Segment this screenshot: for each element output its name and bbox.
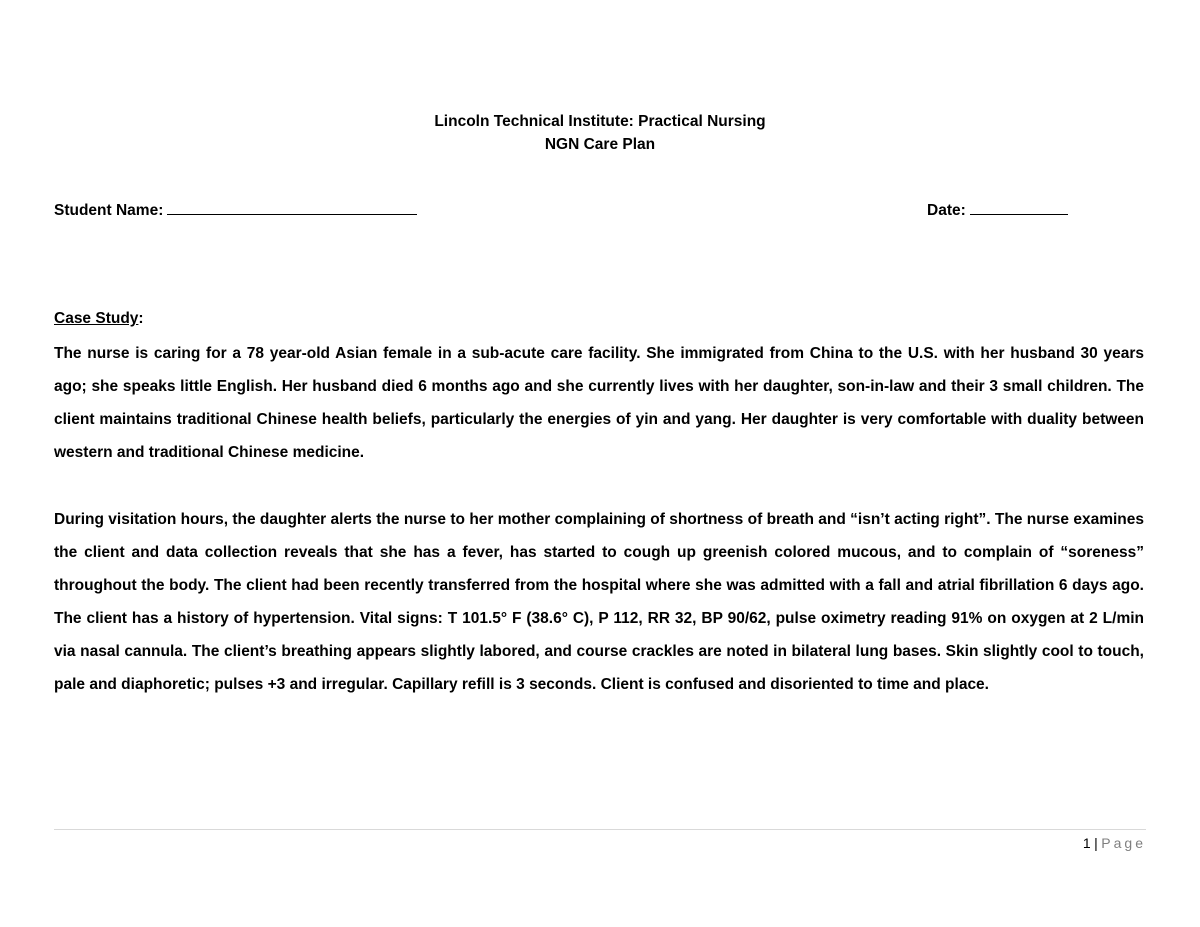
page-label: Page xyxy=(1101,835,1146,851)
student-name-label: Student Name: xyxy=(54,202,164,219)
footer-divider xyxy=(54,829,1146,830)
page-footer xyxy=(1083,835,1146,851)
footer-separator: | xyxy=(1094,835,1099,851)
date-blank[interactable] xyxy=(970,199,1068,215)
case-study-heading-colon: : xyxy=(138,310,144,327)
institution-title: Lincoln Technical Institute: Practical Nursing xyxy=(434,113,766,130)
case-study-paragraph-1: The nurse is caring for a 78 year-old Asian female in a sub-acute care facility. She immigrated from China to the U.S. with her husband 30 years ago; she speaks little English. Her husband died 6 months ago and she currently lives with her daughter, son-in-law and their 3 small children. The client maintains traditional Chinese health beliefs, particularly the energies of yin and yang. Her daughter is very comfortable with duality between western and traditional Chinese medicine. xyxy=(54,345,1144,461)
document-header xyxy=(0,110,1200,156)
date-field[interactable] xyxy=(927,199,1068,220)
date-label: Date: xyxy=(927,202,966,219)
case-study-heading-text: Case Study xyxy=(54,310,139,327)
document-title: NGN Care Plan xyxy=(544,136,656,153)
student-name-field[interactable] xyxy=(54,199,417,220)
page-number: 1 xyxy=(1082,835,1092,851)
case-study-paragraph-2: During visitation hours, the daughter alerts the nurse to her mother complaining of shortness of breath and “isn’t acting right”. The nurse examines the client and data collection reveals that she has a fever, has started to cough up greenish colored mucous, and to complain of “soreness” throughout the body. The client had been recently transferred from the hospital where she was admitted with a fall and atrial fibrillation 6 days ago. The client has a history of hypertension. Vital signs: T 101.5° F (38.6° C), P 112, RR 32, BP 90/62, pulse oximetry reading 91% on oxygen at 2 L/min via nasal cannula. The client’s breathing appears slightly labored, and course crackles are noted in bilateral lung bases. Skin slightly cool to touch, pale and diaphoretic; pulses +3 and irregular. Capillary refill is 3 seconds. Client is confused and disoriented to time and place. xyxy=(54,511,1144,693)
student-name-blank[interactable] xyxy=(167,199,417,215)
case-study-heading xyxy=(54,310,144,328)
